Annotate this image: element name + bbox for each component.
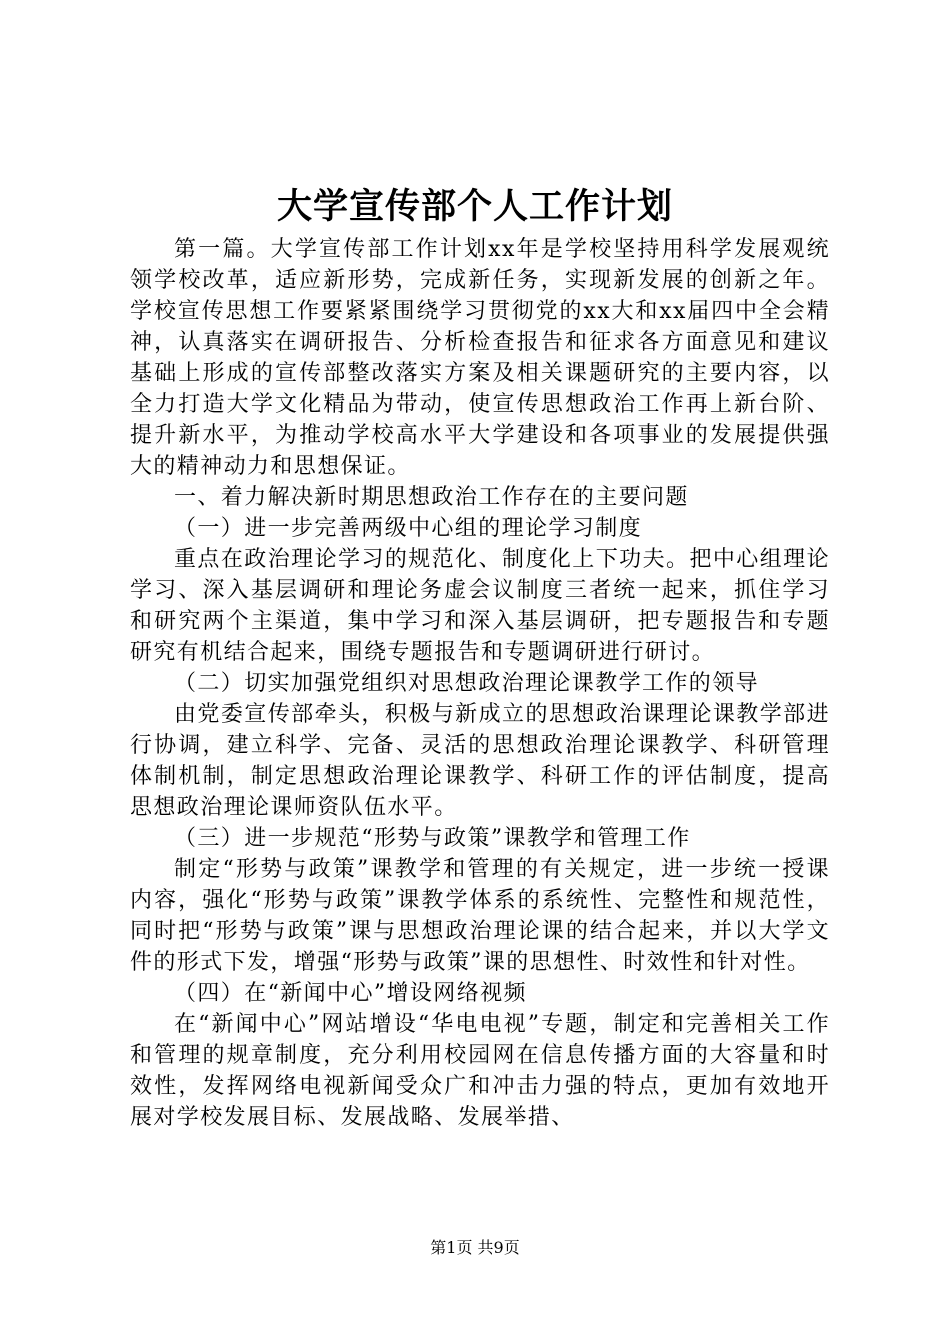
subsection-heading-3: （三）进一步规范“形势与政策”课教学和管理工作 [174,826,691,851]
section-heading-1: 一、着力解决新时期思想政治工作存在的主要问题 [174,485,689,510]
subsection-paragraph-2: 由党委宣传部牵头，积极与新成立的思想政治课理论课教学部进行协调，建立科学、完备、灵活的思想政治理论课教学、科研管理体制机制，制定思想政治理论课教学、科研工作的评估制度，提高思想政治理论课师资队伍水平。 [130,702,830,820]
subsection-heading-1: （一）进一步完善两级中心组的理论学习制度 [174,516,643,541]
page-footer: 第1页 共9页 [430,1238,520,1257]
subsection-paragraph-3: 制定“形势与政策”课教学和管理的有关规定，进一步统一授课内容，强化“形势与政策”课教学体系的系统性、完整性和规范性，同时把“形势与政策”课与思想政治理论课的结合起来，并以大学文件的形式下发，增强“形势与政策”课的思想性、时效性和针对性。 [130,857,830,975]
subsection-paragraph-1: 重点在政治理论学习的规范化、制度化上下功夫。把中心组理论学习、深入基层调研和理论务虚会议制度三者统一起来，抓住学习和研究两个主渠道，集中学习和深入基层调研，把专题报告和专题研究有机结合起来，围绕专题报告和专题调研进行研讨。 [130,547,830,665]
subsection-heading-2: （二）切实加强党组织对思想政治理论课教学工作的领导 [174,671,760,696]
subsection-heading-4: （四）在“新闻中心”增设网络视频 [174,981,527,1006]
subsection-paragraph-4: 在“新闻中心”网站增设“华电电视”专题，制定和完善相关工作和管理的规章制度，充分利用校园网在信息传播方面的大容量和时效性，发挥网络电视新闻受众广和冲击力强的特点，更加有效地开展对学校发展目标、发展战略、发展举措、 [130,1012,830,1130]
intro-paragraph: 第一篇。大学宣传部工作计划xx年是学校坚持用科学发展观统领学校改革，适应新形势，完成新任务，实现新发展的创新之年。学校宣传思想工作要紧紧围绕学习贯彻党的xx大和xx届四中全会精神，认真落实在调研报告、分析检查报告和征求各方面意见和建议基础上形成的宣传部整改落实方案及相关课题研究的主要内容，以全力打造大学文化精品为带动，使宣传思想政治工作再上新台阶、提升新水平，为推动学校高水平大学建设和各项事业的发展提供强大的精神动力和思想保证。 [130,237,830,479]
document-title: 大学宣传部个人工作计划 [276,186,673,227]
document-body [130,234,830,1133]
